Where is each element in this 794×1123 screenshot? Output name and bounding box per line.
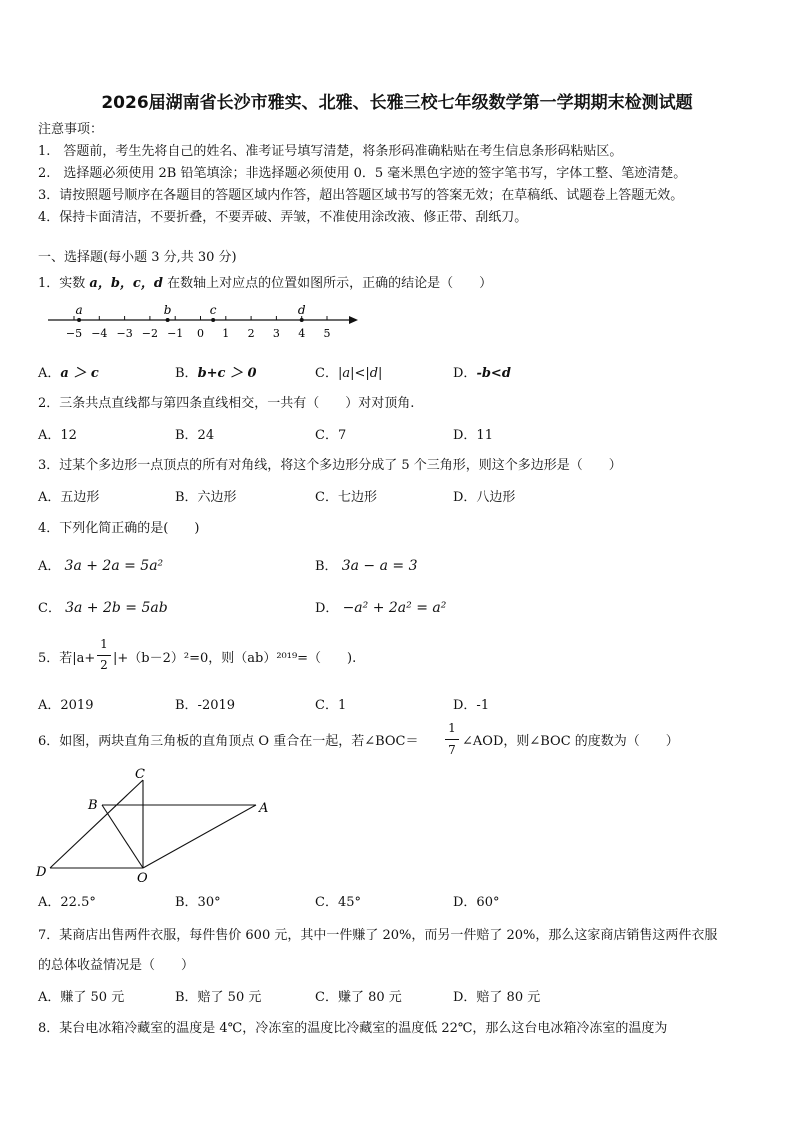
question-1-option-b[interactable]: B．b+c ＞ 0: [175, 366, 257, 381]
notice-item-4: 4．保持卡面清洁，不要折叠，不要弄破、弄皱，不准使用涂改液、修正带、刮纸刀。: [38, 210, 528, 225]
question-7-option-a[interactable]: A．赚了 50 元: [38, 990, 125, 1005]
question-2-option-a[interactable]: A．12: [38, 428, 77, 443]
question-1-option-d[interactable]: D．-b<d: [453, 366, 511, 381]
question-4-option-b[interactable]: B． 3a − a = 3: [315, 558, 418, 574]
question-6-stem-post: ∠AOD，则∠BOC 的度数为（ ）: [462, 734, 679, 749]
question-4-stem: 4．下列化简正确的是( ): [38, 521, 200, 536]
question-5-fraction-denominator: 2: [100, 658, 108, 672]
question-2-option-b[interactable]: B．24: [175, 428, 215, 443]
question-6-option-c[interactable]: C．45°: [315, 895, 361, 910]
question-4-option-d[interactable]: D． −a² + 2a² = a²: [315, 600, 447, 616]
question-4-option-c[interactable]: C． 3a + 2b = 5ab: [38, 600, 168, 616]
label-a: A: [259, 801, 269, 816]
question-2-stem: 2．三条共点直线都与第四条直线相交，一共有（ ）对对顶角.: [38, 396, 415, 411]
tick-label: 0: [197, 327, 204, 340]
tick-label: 5: [323, 327, 331, 340]
label-o: O: [137, 871, 148, 886]
tick-label: 2: [247, 327, 255, 340]
number-line-arrow: [349, 316, 358, 324]
question-6-option-b[interactable]: B．30°: [175, 895, 221, 910]
question-6-stem-pre: 6．如图，两块直角三角板的直角顶点 O 重合在一起，若∠BOC＝: [38, 734, 419, 749]
point-label-a: a: [75, 303, 83, 317]
tick-label: 3: [272, 327, 280, 340]
question-5-stem-pre: 5．若|a+: [38, 651, 96, 666]
segment-ao: [143, 805, 256, 868]
label-b: B: [88, 798, 98, 813]
tick-label: −5: [65, 327, 83, 340]
question-7-option-d[interactable]: D．赔了 80 元: [453, 990, 541, 1005]
question-7-option-b[interactable]: B．赔了 50 元: [175, 990, 262, 1005]
tick-label: −3: [116, 327, 133, 340]
point-b: [166, 318, 170, 322]
question-6-fraction-numerator: 1: [448, 721, 456, 735]
question-3-option-c[interactable]: C．七边形: [315, 490, 377, 505]
question-6-fraction-denominator: 7: [448, 743, 456, 757]
question-3-option-a[interactable]: A．五边形: [38, 490, 100, 505]
notice-heading: 注意事项：: [38, 122, 104, 137]
label-d: D: [36, 865, 47, 880]
section-heading: 一、选择题(每小题 3 分,共 30 分): [38, 250, 237, 265]
label-c: C: [135, 767, 145, 782]
question-7-option-c[interactable]: C．赚了 80 元: [315, 990, 402, 1005]
question-1-option-c[interactable]: C．|a|<|d|: [315, 366, 383, 381]
question-6-option-d[interactable]: D．60°: [453, 895, 500, 910]
question-7-stem-line-1: 7．某商店出售两件衣服，每件售价 600 元，其中一件赚了 20%，而另一件赔了 20%，那么这家商店销售这两件衣服: [38, 928, 718, 943]
tick-label: −4: [91, 327, 108, 340]
question-2-option-c[interactable]: C．7: [315, 428, 347, 443]
tick-label: −2: [141, 327, 159, 340]
tick-label: −1: [167, 327, 184, 340]
question-5-option-c[interactable]: C．1: [315, 698, 347, 713]
question-3-option-b[interactable]: B．六边形: [175, 490, 237, 505]
segment-bo: [102, 805, 143, 868]
question-1-stem: 1．实数 a，b，c，d 在数轴上对应点的位置如图所示，正确的结论是（ ）: [38, 276, 493, 291]
question-3-option-d[interactable]: D．八边形: [453, 490, 516, 505]
point-d: [300, 318, 304, 322]
point-c: [211, 318, 215, 322]
question-2-option-d[interactable]: D．11: [453, 428, 493, 443]
point-label-c: c: [209, 303, 217, 317]
question-5-stem-post: |+（b－2）²=0，则（ab）²⁰¹⁹=（ ).: [113, 651, 357, 666]
segment-cd: [50, 780, 143, 868]
notice-item-1: 1. 答题前，考生先将自己的姓名、准考证号填写清楚，将条形码准确粘贴在考生信息条形码粘贴区。: [38, 144, 623, 159]
point-label-b: b: [163, 303, 172, 317]
point-a: [77, 318, 81, 322]
tick-label: 4: [298, 327, 306, 340]
question-6-option-a[interactable]: A．22.5°: [38, 895, 96, 910]
question-6-fraction-bar: [445, 739, 459, 740]
question-5-fraction-numerator: 1: [100, 637, 108, 651]
question-5-fraction-bar: [97, 655, 111, 656]
question-4-option-a[interactable]: A． 3a + 2a = 5a²: [38, 558, 164, 574]
question-3-stem: 3．过某个多边形一点顶点的所有对角线，将这个多边形分成了 5 个三角形，则这个多边形是（ ）: [38, 458, 622, 473]
triangles-figure: [30, 762, 280, 886]
notice-item-3: 3．请按照题号顺序在各题目的答题区域内作答，超出答题区域书写的答案无效；在草稿纸、试题卷上答题无效。: [38, 188, 684, 203]
question-1-option-a[interactable]: A．a ＞ c: [38, 366, 99, 381]
question-5-option-a[interactable]: A．2019: [38, 698, 94, 713]
question-5-option-d[interactable]: D．-1: [453, 698, 490, 713]
point-label-d: d: [297, 303, 306, 317]
question-5-option-b[interactable]: B．-2019: [175, 698, 236, 713]
number-line: [40, 300, 370, 344]
question-7-stem-line-2: 的总体收益情况是（ ）: [38, 958, 195, 973]
tick-label: 1: [222, 327, 230, 340]
question-8-stem: 8．某台电冰箱冷藏室的温度是 4℃，冷冻室的温度比冷藏室的温度低 22℃，那么这台电冰箱冷冻室的温度为: [38, 1021, 668, 1036]
page-title: 2026届湖南省长沙市雅实、北雅、长雅三校七年级数学第一学期期末检测试题: [101, 93, 693, 113]
notice-item-2: 2. 选择题必须使用 2B 铅笔填涂；非选择题必须使用 0．5 毫米黑色字迹的签字笔书写，字体工整、笔迹清楚。: [38, 166, 687, 181]
